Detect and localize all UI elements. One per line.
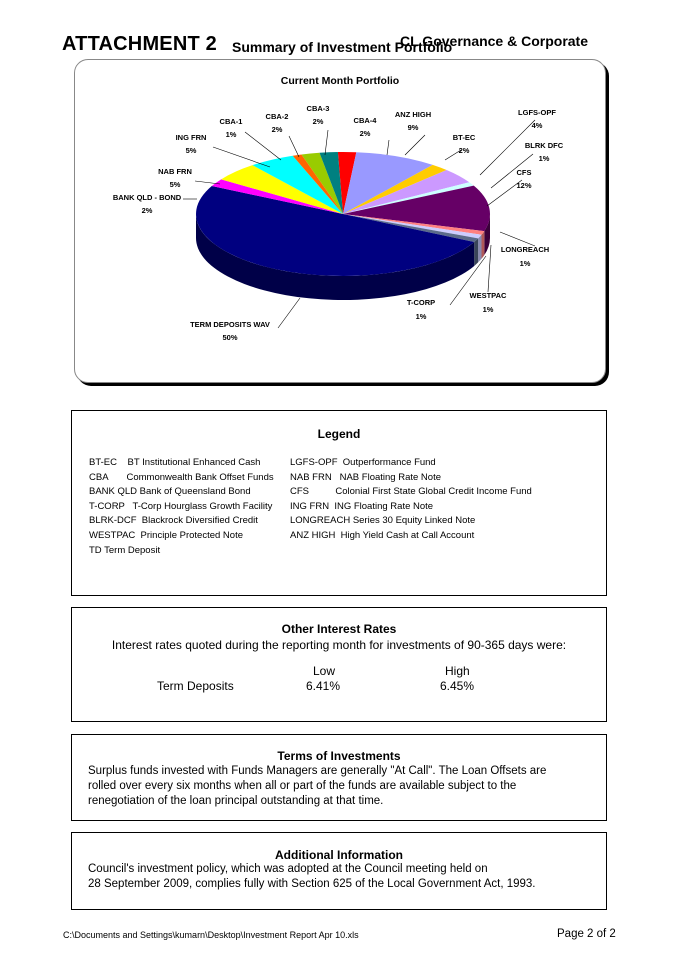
rates-high-header: High [445, 664, 470, 678]
pie-leader-cba-1 [245, 132, 281, 160]
pie-leader-cfs [487, 180, 522, 206]
legend-item: CFS Colonial First State Global Credit Income Fund [290, 486, 532, 498]
legend-item: NAB FRN NAB Floating Rate Note [290, 471, 441, 483]
legend-item: T-CORP T-Corp Hourglass Growth Facility [89, 500, 273, 512]
additional-info-panel [71, 832, 607, 910]
pie-leader-nab-frn [195, 181, 220, 184]
pie-pct-westpac: 1% [482, 305, 494, 314]
pie-leader-westpac [488, 245, 491, 292]
pie-label-bank-qld-bond: BANK QLD - BOND [112, 193, 182, 202]
legend-item: LONGREACH Series 30 Equity Linked Note [290, 515, 476, 527]
legend-left-column [89, 456, 274, 558]
pie-label-blrk-dfc: BLRK DFC [524, 141, 564, 150]
legend-title: Legend [317, 427, 361, 441]
legend-item: BANK QLD Bank of Queensland Bond [89, 486, 251, 498]
legend-panel [71, 410, 607, 596]
attachment-heading: ATTACHMENT 2 [62, 33, 217, 55]
pie-pct-term-deposits-wav: 50% [222, 333, 238, 342]
pie-pct-nab-frn: 5% [169, 180, 181, 189]
pie-label-cfs: CFS [516, 168, 532, 177]
legend-item: LGFS-OPF Outperformance Fund [290, 457, 436, 468]
pie-label-bt-ec: BT-EC [452, 133, 476, 142]
info-title: Additional Information [275, 848, 403, 862]
terms-panel [71, 734, 607, 821]
pie-side-westpac [478, 235, 481, 263]
portfolio-pie-chart [75, 60, 605, 382]
rates-low-header: Low [313, 664, 336, 678]
legend-item: BT-EC BT Institutional Enhanced Cash [89, 457, 261, 468]
terms-title: Terms of Investments [277, 749, 401, 763]
portfolio-chart-panel [74, 59, 606, 383]
pie-pct-cba-2: 2% [271, 125, 283, 134]
pie-leader-cba-4 [387, 140, 389, 155]
terms-text [88, 764, 588, 809]
pie-label-longreach: LONGREACH [500, 245, 550, 254]
interest-rates-panel [71, 607, 607, 722]
pie-label-nab-frn: NAB FRN [158, 167, 192, 176]
pie-pct-bank-qld-bond: 2% [141, 206, 153, 215]
pie-label-ing-frn: ING FRN [175, 133, 207, 142]
pie-side-t-corp [474, 238, 478, 266]
pie-leader-term-deposits-wav [278, 298, 300, 328]
legend-item: ING FRN ING Floating Rate Note [290, 500, 434, 512]
footer-page-number: Page 2 of 2 [557, 928, 616, 940]
pie-pct-cba-3: 2% [312, 117, 324, 126]
legend-item: TD Term Deposit [89, 544, 161, 556]
pie-side-longreach [481, 231, 484, 259]
rates-low-value: 6.41% [306, 679, 341, 693]
terms-line: rolled over every six months when all or part of the funds are available subject to the [88, 780, 517, 792]
pie-label-t-corp: T-CORP [406, 298, 436, 307]
pie-pct-t-corp: 1% [415, 312, 427, 321]
pie-label-westpac: WESTPAC [469, 291, 507, 300]
info-text [88, 862, 588, 892]
terms-line: renegotiation of the loan principal outstanding at that time. [88, 795, 384, 807]
pie-pct-blrk-dfc: 1% [538, 154, 550, 163]
chart-title: Current Month Portfolio [280, 75, 400, 87]
legend-item: WESTPAC Principle Protected Note [89, 529, 243, 541]
legend-item: BLRK-DCF Blackrock Diversified Credit [89, 515, 258, 527]
pie-leader-ing-frn [213, 147, 270, 167]
rates-description: Interest rates quoted during the reporting month for investments of 90-365 days were: [111, 638, 567, 652]
footer-file-path: C:\Documents and Settings\kumarn\Desktop\Investment Report Apr 10.xls [63, 930, 359, 940]
governance-heading: CL Governance & Corporate [400, 33, 589, 49]
pie-leader-cba-2 [289, 136, 299, 157]
pie-pct-anz-high: 9% [407, 123, 419, 132]
pie-leader-bt-ec [445, 150, 461, 160]
pie-label-cba-3: CBA-3 [306, 104, 330, 113]
pie-label-cba-1: CBA-1 [219, 117, 243, 126]
pie-label-anz-high: ANZ HIGH [394, 110, 432, 119]
legend-item: CBA Commonwealth Bank Offset Funds [89, 471, 274, 483]
legend-item: ANZ HIGH High Yield Cash at Call Account [290, 529, 475, 541]
pie-pct-ing-frn: 5% [185, 146, 197, 155]
pie-pct-bt-ec: 2% [458, 146, 470, 155]
info-line: Council's investment policy, which was adopted at the Council meeting held on [88, 863, 488, 875]
pie-pct-cfs: 12% [516, 181, 532, 190]
rates-title: Other Interest Rates [281, 622, 397, 636]
pie-label-lgfs-opf: LGFS-OPF [518, 108, 556, 117]
terms-line: Surplus funds invested with Funds Managers are generally "At Call". The Loan Offsets are [88, 765, 547, 777]
pie-label-term-deposits-wav: TERM DEPOSITS WAV [190, 320, 270, 329]
pie-leader-anz-high [405, 135, 425, 155]
info-line: 28 September 2009, complies fully with Section 625 of the Local Government Act, 1993. [88, 878, 536, 890]
pie-pct-lgfs-opf: 4% [531, 121, 543, 130]
summary-heading: Summary of Investment Portfolio [232, 39, 453, 55]
pie-leader-longreach [500, 232, 535, 246]
pie-pct-longreach: 1% [519, 259, 531, 268]
pie-pct-cba-1: 1% [225, 130, 237, 139]
pie-pct-cba-4: 2% [359, 129, 371, 138]
pie-label-cba-2: CBA-2 [265, 112, 289, 121]
rates-high-value: 6.45% [440, 679, 475, 693]
pie-leader-cba-3 [325, 130, 328, 155]
legend-right-column [290, 456, 532, 544]
rates-row-label: Term Deposits [157, 679, 234, 693]
pie-label-cba-4: CBA-4 [353, 116, 377, 125]
